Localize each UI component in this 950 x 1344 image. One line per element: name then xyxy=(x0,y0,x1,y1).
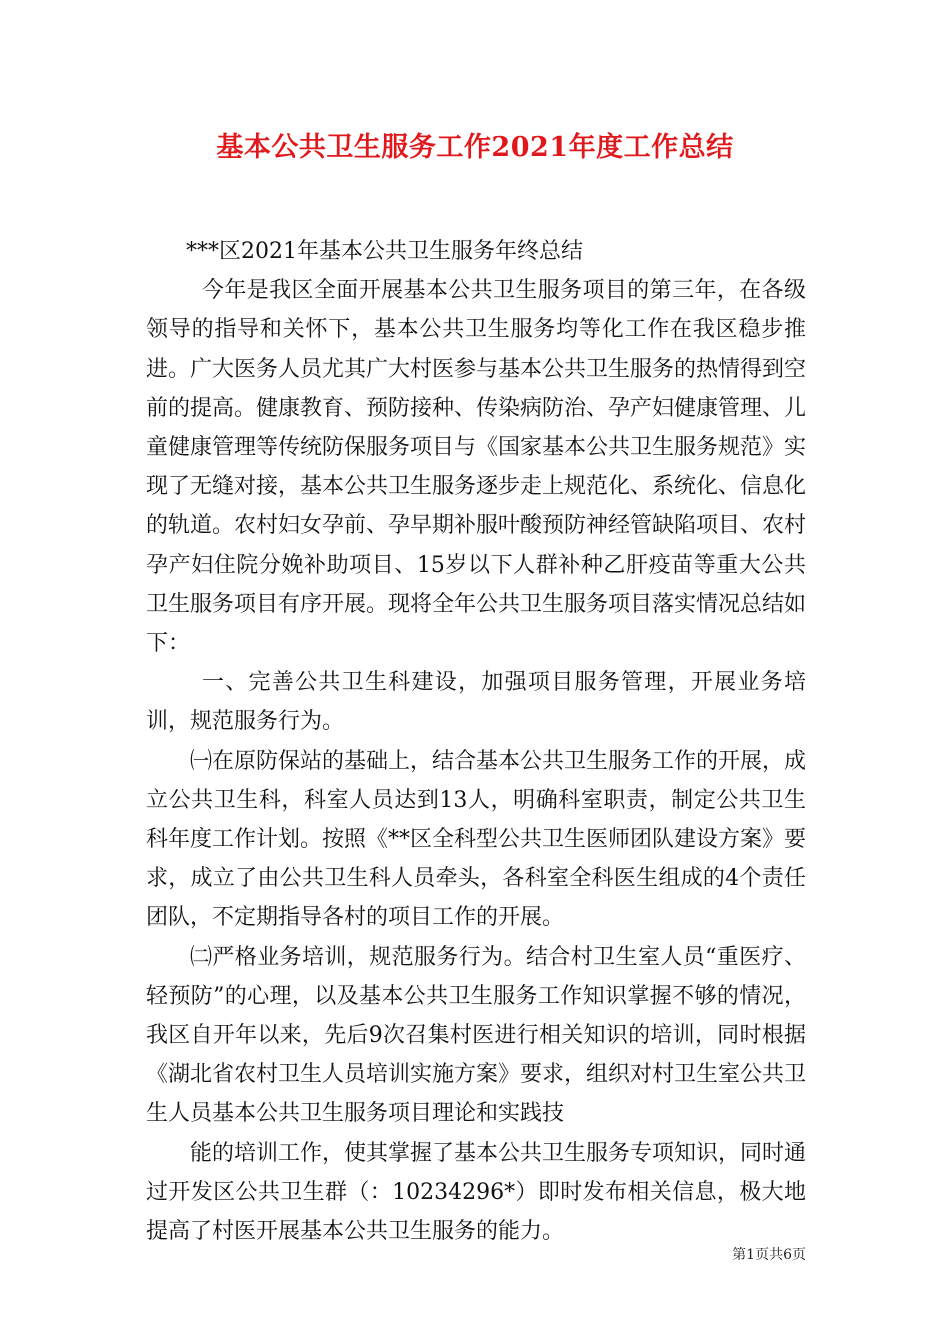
page-number-footer: 第1页共6页 xyxy=(732,1247,806,1263)
section-heading-one: 一、完善公共卫生科建设，加强项目服务管理，开展业务培训，规范服务行为。 xyxy=(146,670,806,735)
document-subtitle: ***区2021年基本公共卫生服务年终总结 xyxy=(186,239,583,264)
document-body xyxy=(146,232,806,1251)
paragraph-item-one: ㈠在原防保站的基础上，结合基本公共卫生服务工作的开展，成立公共卫生科，科室人员达到13人，明确科室职责，制定公共卫生科年度工作计划。按照《**区全科型公共卫生医师团队建设方案》要求，成立了由公共卫生科人员牵头，各科室全科医生组成的4个责任团队，不定期指导各村的项目工作的开展。 xyxy=(146,748,807,931)
document-title: 基本公共卫生服务工作2021年度工作总结 xyxy=(216,132,734,163)
paragraph-item-two: ㈡严格业务培训，规范服务行为。结合村卫生室人员“重医疗、轻预防”的心理，以及基本公共卫生服务工作知识掌握不够的情况，我区自开年以来，先后9次召集村医进行相关知识的培训，同时根据《湖北省农村卫生人员培训实施方案》要求，组织对村卫生室公共卫生人员基本公共卫生服务项目理论和实践技 xyxy=(146,944,807,1127)
paragraph-intro: 今年是我区全面开展基本公共卫生服务项目的第三年，在各级领导的指导和关怀下，基本公共卫生服务均等化工作在我区稳步推进。广大医务人员尤其广大村医参与基本公共卫生服务的热情得到空前的提高。健康教育、预防接种、传染病防治、孕产妇健康管理、儿童健康管理等传统防保服务项目与《国家基本公共卫生服务规范》实现了无缝对接，基本公共卫生服务逐步走上规范化、系统化、信息化的轨道。农村妇女孕前、孕早期补服叶酸预防神经管缺陷项目、农村孕产妇住院分娩补助项目、15岁以下人群补种乙肝疫苗等重大公共卫生服务项目有序开展。现将全年公共卫生服务项目落实情况总结如下： xyxy=(146,278,807,657)
paragraph-continuation: 能的培训工作，使其掌握了基本公共卫生服务专项知识，同时通过开发区公共卫生群（：10234296*）即时发布相关信息，极大地提高了村医开展基本公共卫生服务的能力。 xyxy=(146,1140,807,1245)
